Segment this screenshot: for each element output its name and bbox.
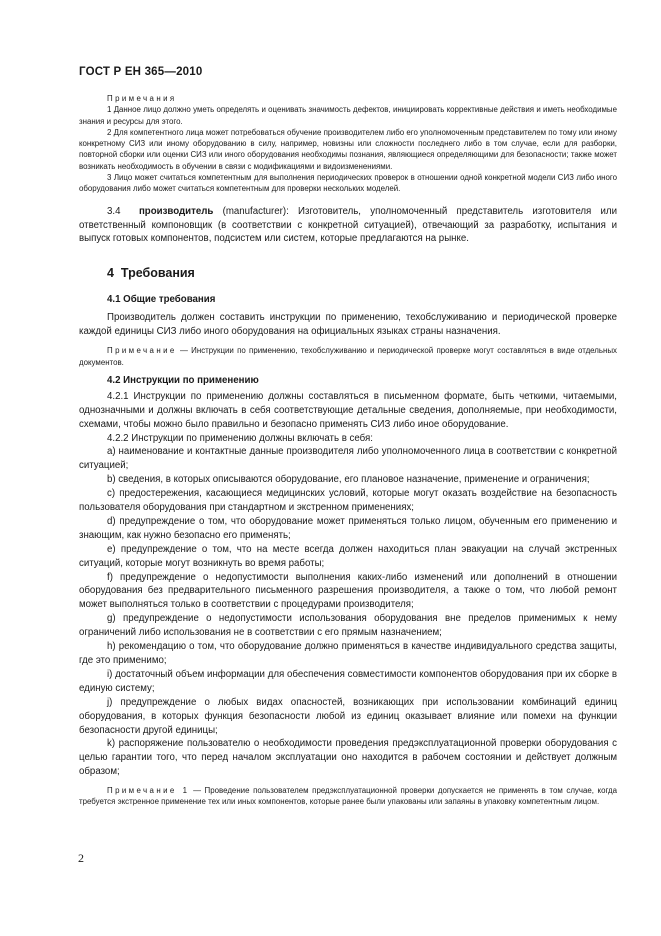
page-number: 2 bbox=[78, 851, 84, 865]
list-item-i: i) достаточный объем информации для обеспечения совместимости компонентов оборудования при их сборке в единую систему; bbox=[79, 668, 617, 694]
notes-title: Примечания bbox=[107, 94, 177, 103]
section-4-2-note-1: Примечание 1 — Проведение пользователем предэксплуатационной проверки допускается не применять в том случае, когда требуется экстренное применение тех или иных компонентов, которые ранее были упакованы или запаяны в упаковку компетентным лицом. bbox=[79, 786, 617, 807]
list-item-h: h) рекомендацию о том, что оборудование должно применяться в качестве индивидуального средства защиты, где это применимо; bbox=[79, 641, 617, 667]
definition-3-4 bbox=[79, 205, 617, 247]
definition-term: производитель bbox=[138, 205, 214, 217]
list-item-k: k) распоряжение пользователю о необходимости проведения предэксплуатационной проверки оборудования с целью гарантии того, что перед началом эксплуатации оно находится в рабочем состоянии и действует должным образом; bbox=[79, 738, 617, 778]
section-4-1-heading: 4.1 Общие требования bbox=[107, 294, 216, 306]
section-4-heading: 4 Требования bbox=[107, 266, 195, 281]
clause-4-2-2: 4.2.2 Инструкции по применению должны включать в себя: bbox=[107, 432, 373, 444]
list-item-c: c) предостережения, касающиеся медицинских условий, которые могут оказать воздействие на безопасность пользователя оборудования при стандартном и экстренном применениях; bbox=[79, 488, 617, 514]
list-item-e: e) предупреждение о том, что на месте всегда должен находиться план эвакуации на случай экстренных ситуаций, которые могут возникнуть во время работы; bbox=[79, 543, 617, 569]
list-item-d: d) предупреждение о том, что оборудование может применяться только лицом, обученным его применению и знающим, как нужно безопасно его применять; bbox=[79, 515, 617, 541]
document-code-header: ГОСТ Р ЕН 365—2010 bbox=[79, 66, 203, 78]
note-item-2: 2 Для компетентного лица может потребоваться обучение производителем либо его уполномоченным представителем по тому или иному конкретному СИЗ или иному оборудованию в силу, например, новизны или сложности последнего либо в том случае, если для разборки, повторной сборки или оценки СИЗ или иного оборудования необходимы познания, являющиеся определяющими для безопасности; также может возникать необходимость в обучении в связи с модификациями и видоизменениями. bbox=[79, 127, 617, 171]
list-item-b: b) сведения, в которых описываются оборудование, его плановое назначение, применение и ограничения; bbox=[107, 474, 590, 486]
note-item-3: 3 Лицо может считаться компетентным для выполнения периодических проверок в отношении одной конкретной модели СИЗ либо иного оборудования либо может считаться компетентным для проверки нескольких моделей. bbox=[79, 173, 617, 194]
definition-text: (manufacturer): Изготовитель, уполномоченный представитель изготовителя или ответственный компоновщик (в соответствии с конкретной ситуацией), отвечающий за разработку, испытания и выпуск готовых компонентов, подсистем или систем, которые предлагаются на рынке. bbox=[79, 205, 617, 245]
clause-4-2-1: 4.2.1 Инструкции по применению должны составляться в письменном формате, быть четкими, читаемыми, однозначными и должны включать в себя соответствующие детальные сведения, дополняемые, при необходимости, схемами, чтобы можно было правильно и безопасно применять СИЗ либо иное оборудование. bbox=[79, 390, 617, 430]
definition-number: 3.4 bbox=[107, 205, 121, 217]
note-item-1: 1 Данное лицо должно уметь определять и оценивать значимость дефектов, инициировать коррективные действия и иметь необходимые знания и ресурсы для этого. bbox=[79, 105, 617, 126]
section-4-1-note: Примечание — Инструкции по применению, техобслуживанию и периодической проверке могут составляться в виде отдельных документов. bbox=[79, 346, 617, 367]
section-4-1-text: Производитель должен составить инструкции по применению, техобслуживанию и периодической проверке каждой единицы СИЗ либо иного оборудования на официальных языках страны назначения. bbox=[79, 312, 617, 338]
list-item-a: a) наименование и контактные данные производителя либо уполномоченного лица в соответствии с конкретной ситуацией; bbox=[79, 446, 617, 472]
page-content bbox=[79, 93, 617, 808]
list-item-f: f) предупреждение о недопустимости выполнения каких-либо изменений или дополнений в отношении оборудования без предварительного письменного разрешения производителя, а также о том, что любой ремонт может выполняться только в соответствии с процедурами производителя; bbox=[79, 571, 617, 611]
list-item-g: g) предупреждение о недопустимости использования оборудования вне пределов применимых к нему ограничений либо использования не в соответствии с его прямым назначением; bbox=[79, 613, 617, 639]
list-item-j: j) предупреждение о любых видах опасностей, возникающих при использовании комбинаций единиц оборудования, в которых функция безопасности любой из единиц оказывает влияние или помехи на функции безопасности другой единицы; bbox=[79, 696, 617, 736]
section-4-2-heading: 4.2 Инструкции по применению bbox=[107, 374, 259, 386]
